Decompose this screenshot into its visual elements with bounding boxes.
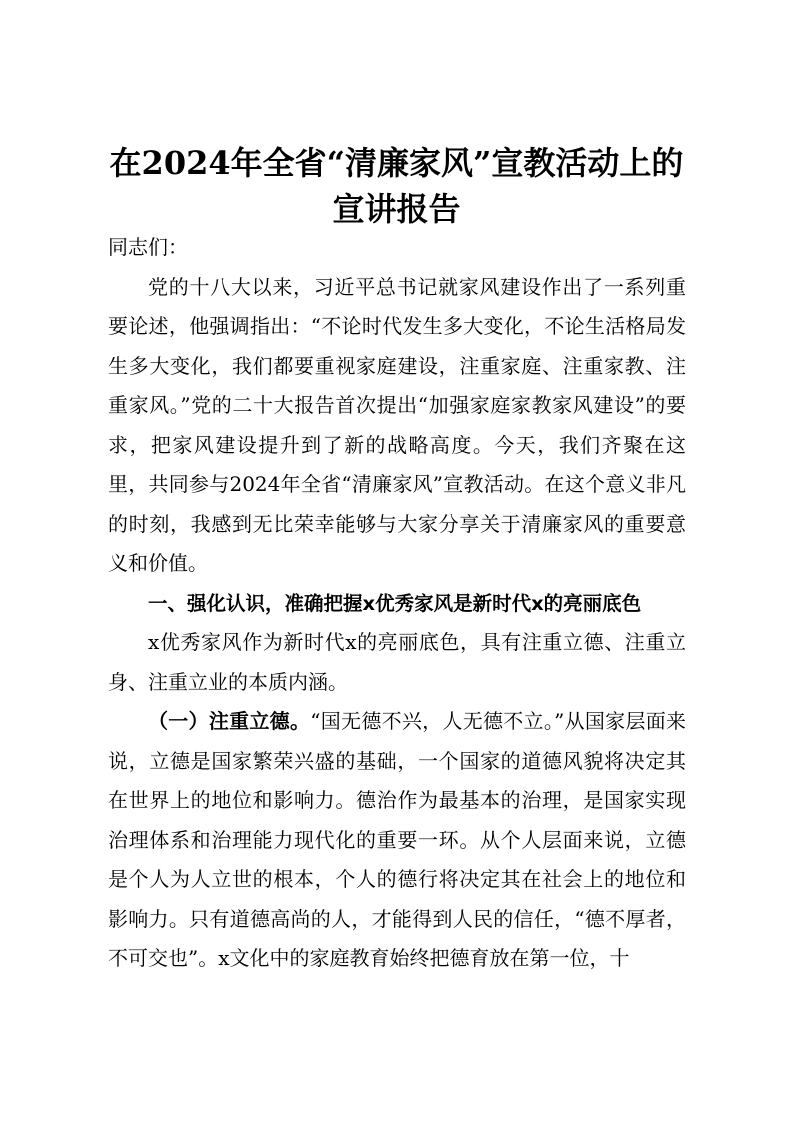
paragraph-section-1-summary: x优秀家风作为新时代x的亮丽底色，具有注重立德、注重立身、注重立业的本质内涵。 <box>108 630 686 694</box>
paragraph-intro: 党的十八大以来，习近平总书记就家风建设作出了一系列重要论述，他强调指出：“不论时代发生多大变化，不论生活格局发生多大变化，我们都要重视家庭建设，注重家庭、注重家教、注重家风。”党的二十大报告首次提出“加强家庭家教家风建设”的要求，把家风建设提升到了新的战略高度。今天，我们齐聚在这里，共同参与2024年全省“清廉家风”宣教活动。在这个意义非凡的时刻，我感到无比荣幸能够与大家分享关于清廉家风的重要意义和价值。 <box>108 274 686 575</box>
subsection-1-text: “国无德不兴，人无德不立。”从国家层面来说，立德是国家繁荣兴盛的基础，一个国家的道德风貌将决定其在世界上的地位和影响力。德治作为最基本的治理，是国家实现治理体系和治理能力现代化的重要一环。从个人层面来说，立德是个人为人立世的根本，个人的德行将决定其在社会上的地位和影响力。只有道德高尚的人，才能得到人民的信任，“德不厚者，不可交也”。x文化中的家庭教育始终把德育放在第一位，十 <box>108 709 687 970</box>
paragraph-subsection-1 <box>108 702 686 979</box>
salutation: 同志们： <box>108 235 188 259</box>
subsection-heading-1: （一）注重立德。 <box>148 709 311 733</box>
document-body <box>108 228 686 979</box>
section-heading-1: 一、强化认识，准确把握x优秀家风是新时代x的亮丽底色 <box>148 591 642 615</box>
document-title: 在2024年全省“清廉家风”宣教活动上的宣讲报告 <box>109 144 684 228</box>
